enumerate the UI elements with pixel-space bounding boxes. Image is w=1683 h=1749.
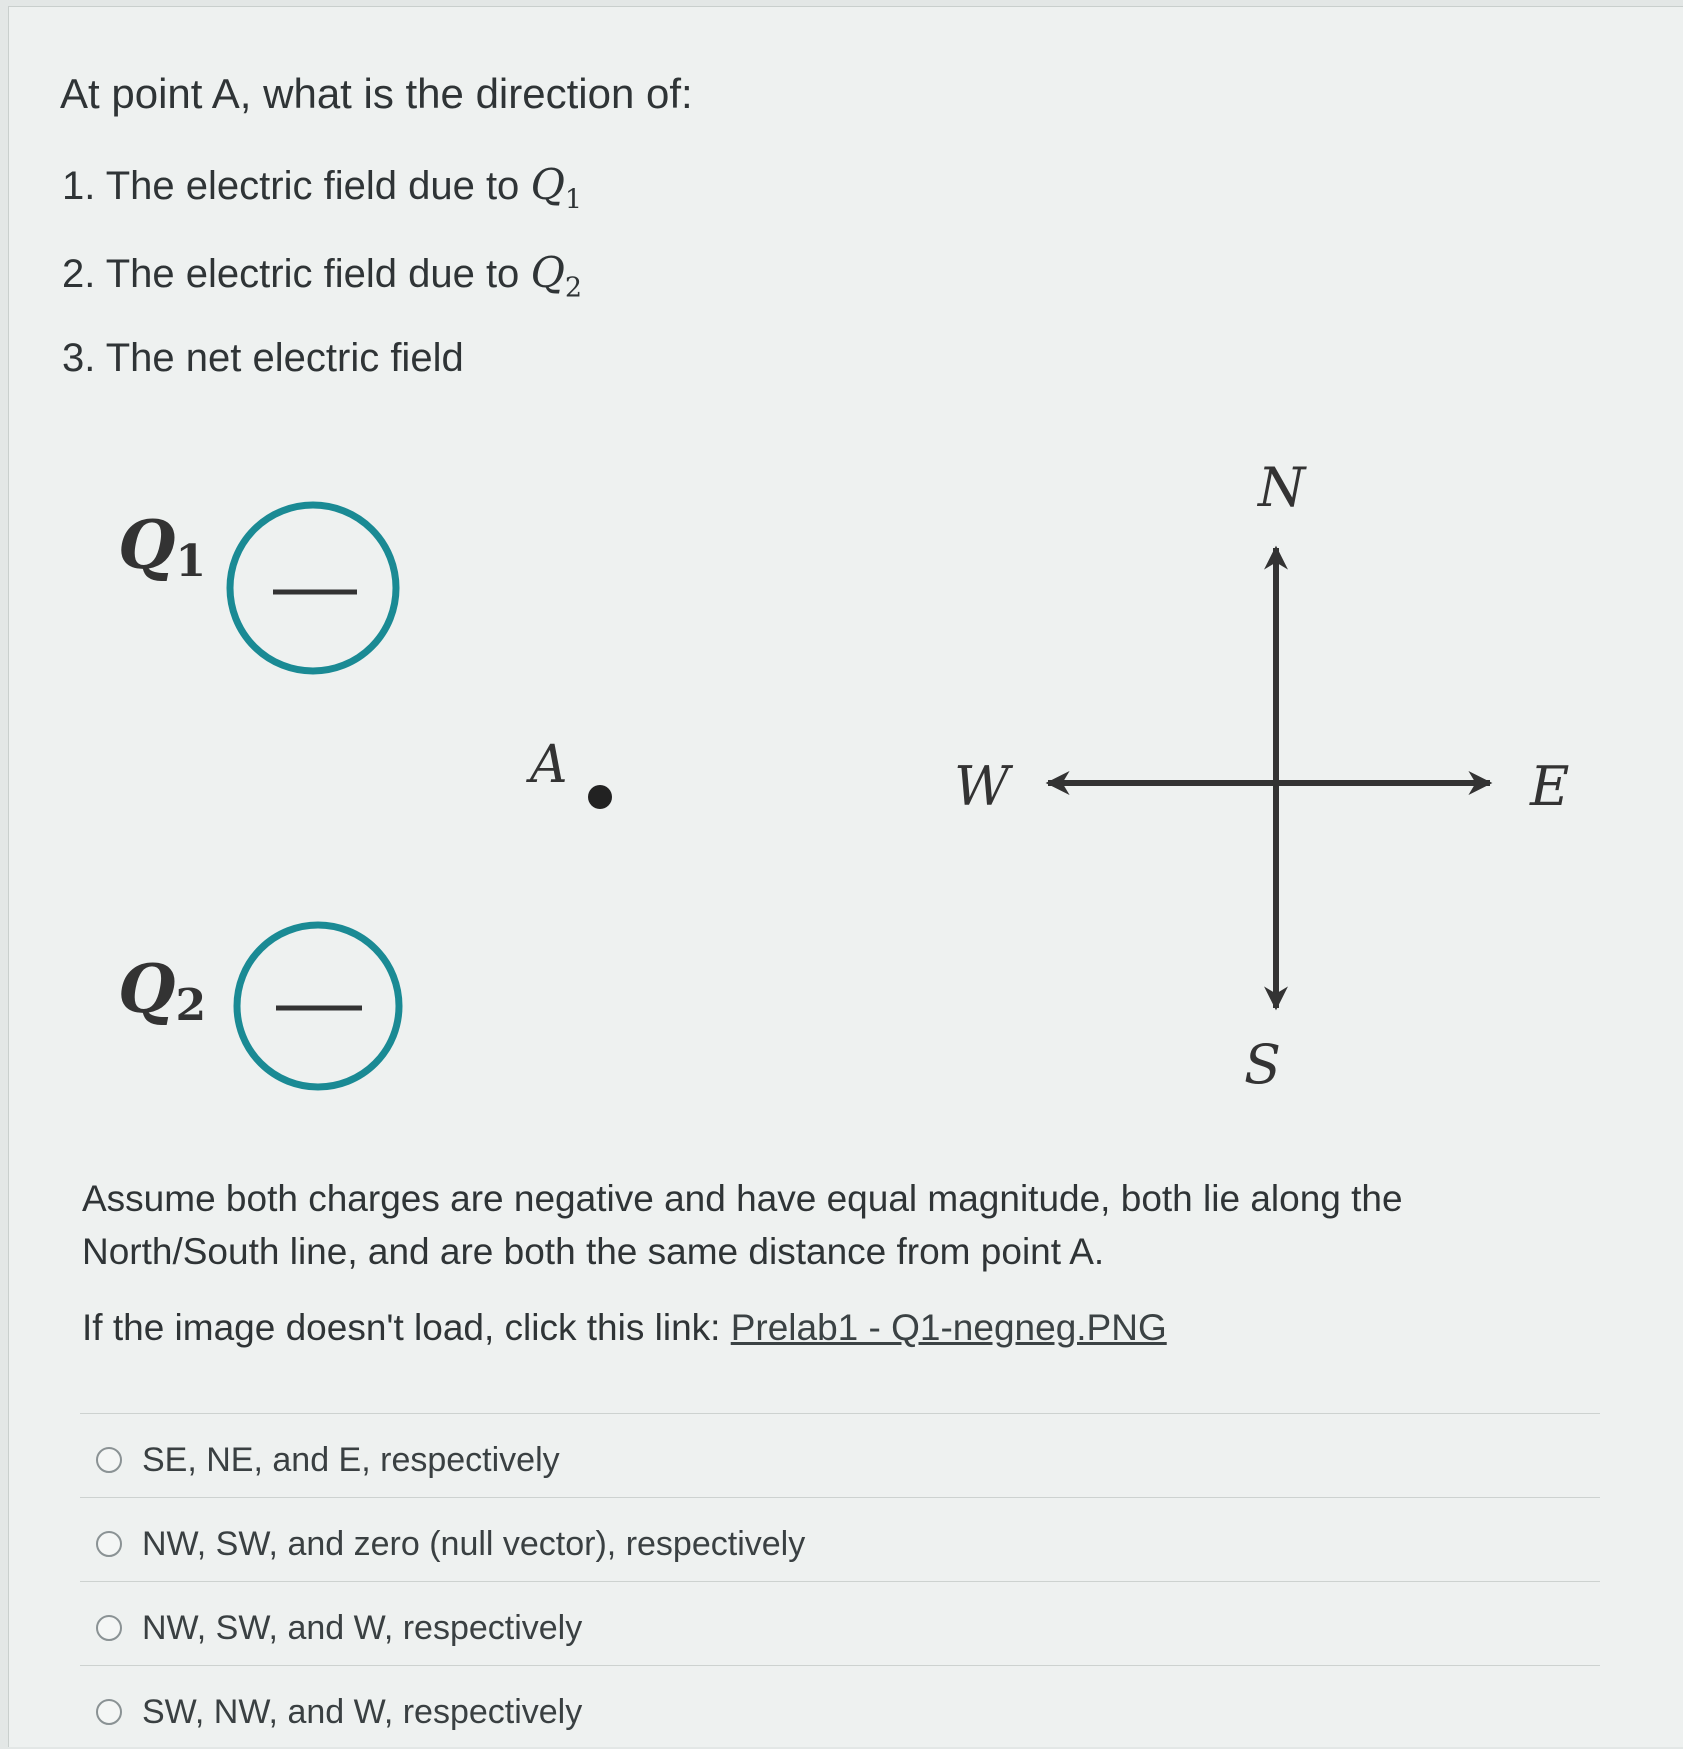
answer-option[interactable] (80, 1413, 1600, 1497)
compass-east-label: E (1530, 755, 1570, 818)
question-prompt: At point A, what is the direction of: (60, 70, 693, 117)
q2-symbol: $Q_2$ (530, 248, 583, 304)
q1-charge-circle (230, 505, 396, 671)
answer-option[interactable] (80, 1581, 1600, 1665)
option-label: SW, NW, and W, respectively (142, 1693, 583, 1731)
answer-option[interactable] (80, 1665, 1600, 1749)
item-text: The net electric field (105, 336, 464, 380)
item-number: 3. (62, 336, 96, 380)
radio-button[interactable] (96, 1531, 122, 1557)
radio-button[interactable] (96, 1447, 122, 1473)
item-number: 1. (62, 164, 96, 208)
item-text: The electric field due to (105, 252, 520, 296)
q1-symbol: $Q_1$ (530, 160, 583, 216)
image-fallback-link[interactable]: Prelab1 - Q1-negneg.PNG (730, 1307, 1167, 1348)
q2-label: Q2 (118, 950, 207, 1031)
compass-south-label: S (1244, 1033, 1281, 1096)
option-label: NW, SW, and zero (null vector), respectively (142, 1525, 806, 1563)
assumption-text: Assume both charges are negative and have equal magnitude, both lie along the North/South line, and are both the same distance from point A. (82, 1178, 1403, 1272)
point-a-label: A (530, 735, 568, 795)
q1-label: Q1 (118, 506, 207, 587)
option-divider (80, 1413, 1600, 1414)
option-divider (80, 1497, 1600, 1498)
point-a-dot (588, 785, 612, 809)
item-text: The electric field due to (105, 164, 520, 208)
option-divider (80, 1581, 1600, 1582)
image-fallback-line (82, 1307, 1167, 1349)
fallback-text: If the image doesn't load, click this link: (82, 1307, 721, 1348)
compass-north-label: N (1258, 456, 1306, 519)
compass-west-label: W (954, 755, 1010, 818)
item-number: 2. (62, 252, 96, 296)
option-label: SE, NE, and E, respectively (142, 1441, 560, 1479)
radio-button[interactable] (96, 1615, 122, 1641)
option-label: NW, SW, and W, respectively (142, 1609, 583, 1647)
answer-option[interactable] (80, 1497, 1600, 1581)
option-divider (80, 1665, 1600, 1666)
radio-button[interactable] (96, 1699, 122, 1725)
